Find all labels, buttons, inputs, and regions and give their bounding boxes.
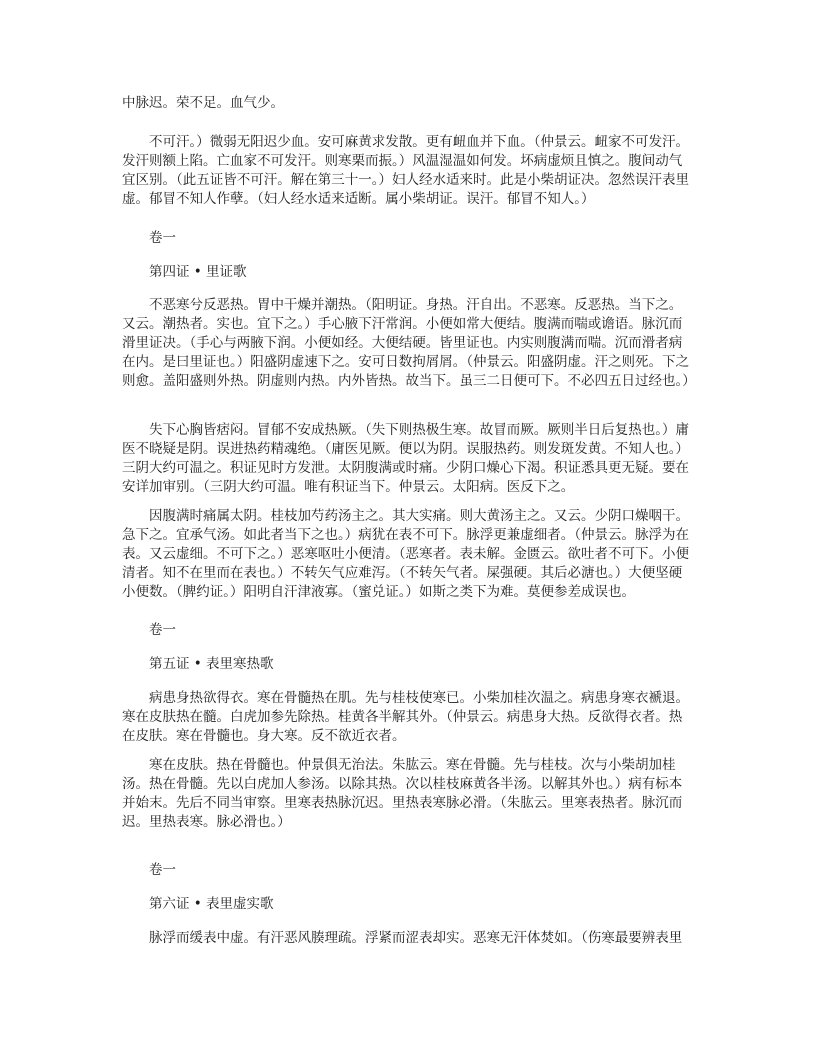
paragraph-li-zheng: 不恶寒兮反恶热。胃中干燥并潮热。（阳明证。身热。汗自出。不恶寒。反恶热。当下之。又云。潮热者。实也。宜下之。）手心腋下汗常润。小便如常大便结。腹满而喘或谵语。脉沉而滑里证决。（手心与两腋下润。小便如经。大便结硬。皆里证也。内实则腹满而喘。沉而滑者病在内。是曰里证也。）阳盛阴虚速下之。安可日数拘屑屑。（仲景云。阳盛阴虚。汗之则死。下之则愈。盖阳盛则外热。阴虚则内热。内外皆热。故当下。虽三二日便可下。不必四五日过经也。） bbox=[122, 297, 696, 389]
paragraph-continuation: 中脉迟。荣不足。血气少。 bbox=[122, 95, 284, 111]
section-heading-biao-li-han-re: 第五证 • 表里寒热歌 bbox=[149, 656, 274, 672]
paragraph-han-zai-pi-fu: 寒在皮肤。热在骨髓也。仲景俱无治法。朱肱云。寒在骨髓。先与桂枝。次与小柴胡加桂汤。热在骨髓。先以白虎加人参汤。以除其热。次以桂枝麻黄各半汤。以解其外也。）病有标本并始末。先后不同当审察。里寒表热脉沉迟。里热表寒脉必滑。（朱肱云。里寒表热者。脉沉而迟。里热表寒。脉必滑也。） bbox=[122, 757, 683, 830]
paragraph-han-re: 病患身热欲得衣。寒在骨髓热在肌。先与桂枝使寒已。小柴加桂次温之。病患身寒衣褫退。寒在皮肤热在髓。白虎加参先除热。桂黄各半解其外。（仲景云。病患身大热。反欲得衣者。热在皮肤。寒在骨髓也。身大寒。反不欲近衣者。 bbox=[122, 690, 689, 744]
volume-heading: 卷一 bbox=[149, 622, 176, 638]
paragraph-contraindications: 不可汗。）微弱无阳迟少血。安可麻黄求发散。更有衄血并下血。（仲景云。衄家不可发汗。发汗则额上陷。亡血家不可发汗。则寒栗而振。）风温湿温如何发。坏病虚烦且慎之。腹间动气宜区别。（此五证皆不可汗。解在第三十一。）妇人经水适来时。此是小柴胡证决。忽然误汗表里虚。郁冒不知人作孽。（妇人经水适来适断。属小柴胡证。误汗。郁冒不知人。） bbox=[122, 134, 689, 207]
paragraph-xu-shi: 脉浮而缓表中虚。有汗恶风腠理疏。浮紧而涩表却实。恶寒无汗体焚如。（伤寒最要辨表里 bbox=[149, 930, 683, 946]
paragraph-tai-yin: 因腹满时痛属太阴。桂枝加芍药汤主之。其大实痛。则大黄汤主之。又云。少阴口燥咽干。急下之。宜承气汤。如此者当下之也。）病犹在表不可下。脉浮更兼虚细者。（仲景云。脉浮为在表。又云虚细。不可下之。）恶寒呕吐小便清。（恶寒者。表未解。金匮云。欲吐者不可下。小便清者。知不在里而在表也。）不转矢气应难泻。（不转矢气者。屎强硬。其后必溏也。）大便坚硬小便数。（脾约证。）阳明自汗津液寡。（蜜兑证。）如斯之类下为难。莫便参差成误也。 bbox=[122, 508, 689, 600]
paragraph-shi-xia: 失下心胸皆痞闷。冒郁不安成热厥。（失下则热极生寒。故冒而厥。厥则半日后复热也。）庸医不晓疑是阴。误进热药精魂绝。（庸医见厥。便以为阴。误服热药。则发斑发黄。不知人也。）三阴大约可温之。积证见时方发泄。太阴腹满或时痛。少阴口燥心下渴。积证悉具更无疑。要在安详加审别。（三阴大约可温。唯有积证当下。仲景云。太阳病。医反下之。 bbox=[122, 422, 689, 495]
volume-heading: 卷一 bbox=[149, 862, 176, 878]
section-heading-li-zheng: 第四证 • 里证歌 bbox=[149, 264, 247, 280]
volume-heading: 卷一 bbox=[149, 230, 176, 246]
section-heading-biao-li-xu-shi: 第六证 • 表里虚实歌 bbox=[149, 896, 274, 912]
